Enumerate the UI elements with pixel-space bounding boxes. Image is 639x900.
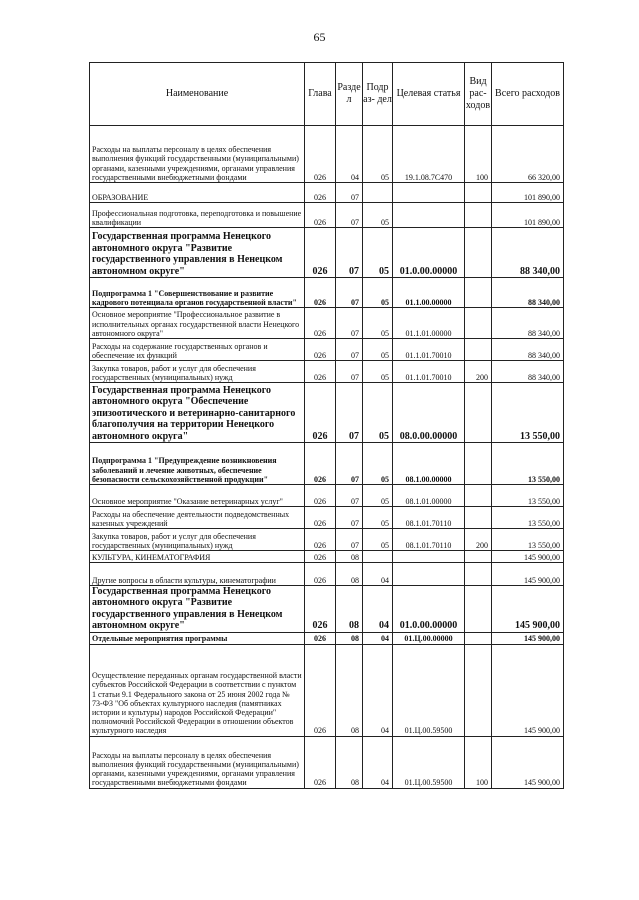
row-vid bbox=[465, 228, 492, 278]
row-target: 08.1.01.00000 bbox=[393, 485, 465, 507]
row-razdel: 07 bbox=[336, 278, 363, 308]
row-razdel: 07 bbox=[336, 361, 363, 383]
row-glava: 026 bbox=[305, 339, 336, 361]
row-total: 101 890,00 bbox=[492, 203, 564, 228]
row-total: 145 900,00 bbox=[492, 632, 564, 644]
row-name: Профессиональная подготовка, переподготовка и повышение квалификации bbox=[90, 203, 305, 228]
table-row bbox=[90, 586, 564, 633]
row-target: 08.1.01.70110 bbox=[393, 507, 465, 529]
row-total: 145 900,00 bbox=[492, 736, 564, 788]
header-glava: Глава bbox=[305, 63, 336, 126]
row-vid bbox=[465, 586, 492, 633]
row-target: 01.0.00.00000 bbox=[393, 586, 465, 633]
row-name: Отдельные мероприятия программы bbox=[90, 632, 305, 644]
row-vid: 100 bbox=[465, 126, 492, 183]
table-row bbox=[90, 339, 564, 361]
row-razdel: 08 bbox=[336, 586, 363, 633]
row-target bbox=[393, 551, 465, 563]
table-row bbox=[90, 551, 564, 563]
row-name: КУЛЬТУРА, КИНЕМАТОГРАФИЯ bbox=[90, 551, 305, 563]
row-total: 66 320,00 bbox=[492, 126, 564, 183]
row-glava: 026 bbox=[305, 203, 336, 228]
row-glava: 026 bbox=[305, 507, 336, 529]
row-total: 88 340,00 bbox=[492, 228, 564, 278]
row-razdel: 08 bbox=[336, 736, 363, 788]
row-total: 145 900,00 bbox=[492, 586, 564, 633]
row-razdel: 08 bbox=[336, 563, 363, 586]
table-row bbox=[90, 228, 564, 278]
row-razdel: 07 bbox=[336, 507, 363, 529]
table-row bbox=[90, 507, 564, 529]
row-vid bbox=[465, 383, 492, 443]
header-podrazdel: Подр аз- дел bbox=[363, 63, 393, 126]
row-target: 01.0.00.00000 bbox=[393, 228, 465, 278]
row-target: 08.0.00.00000 bbox=[393, 383, 465, 443]
row-podrazdel: 05 bbox=[363, 485, 393, 507]
row-podrazdel: 04 bbox=[363, 736, 393, 788]
row-total: 13 550,00 bbox=[492, 443, 564, 485]
row-razdel: 08 bbox=[336, 632, 363, 644]
row-total: 13 550,00 bbox=[492, 383, 564, 443]
row-target: 01.1.01.70010 bbox=[393, 339, 465, 361]
budget-table bbox=[89, 62, 564, 789]
row-target: 01.1.01.00000 bbox=[393, 308, 465, 339]
row-vid bbox=[465, 278, 492, 308]
row-vid bbox=[465, 183, 492, 203]
row-total: 88 340,00 bbox=[492, 278, 564, 308]
row-podrazdel: 05 bbox=[363, 507, 393, 529]
row-vid bbox=[465, 507, 492, 529]
row-target bbox=[393, 183, 465, 203]
row-podrazdel: 05 bbox=[363, 278, 393, 308]
row-podrazdel bbox=[363, 551, 393, 563]
row-vid bbox=[465, 551, 492, 563]
row-razdel: 08 bbox=[336, 644, 363, 736]
row-vid: 200 bbox=[465, 361, 492, 383]
row-vid bbox=[465, 339, 492, 361]
row-podrazdel: 04 bbox=[363, 632, 393, 644]
row-target: 08.1.00.00000 bbox=[393, 443, 465, 485]
row-razdel: 07 bbox=[336, 339, 363, 361]
row-target bbox=[393, 203, 465, 228]
row-glava: 026 bbox=[305, 529, 336, 551]
row-name: Основное мероприятие "Оказание ветеринарных услуг" bbox=[90, 485, 305, 507]
table-row bbox=[90, 308, 564, 339]
row-podrazdel: 05 bbox=[363, 126, 393, 183]
table-row bbox=[90, 485, 564, 507]
table-row bbox=[90, 361, 564, 383]
row-glava: 026 bbox=[305, 644, 336, 736]
row-name: Закупка товаров, работ и услуг для обеспечения государственных (муниципальных) нужд bbox=[90, 361, 305, 383]
row-name: Закупка товаров, работ и услуг для обеспечения государственных (муниципальных) нужд bbox=[90, 529, 305, 551]
row-name: Государственная программа Ненецкого автономного округа "Обеспечение эпизоотического и ветеринарно-санитарного благополучия на территории Ненецкого автономного округа" bbox=[90, 383, 305, 443]
row-razdel: 07 bbox=[336, 183, 363, 203]
row-name: Подпрограмма 1 "Предупреждение возникновения заболеваний и лечение животных, обеспечение безопасности сельскохозяйственной продукции" bbox=[90, 443, 305, 485]
row-target: 19.1.08.7С470 bbox=[393, 126, 465, 183]
row-target: 01.1.01.70010 bbox=[393, 361, 465, 383]
row-podrazdel: 05 bbox=[363, 308, 393, 339]
row-glava: 026 bbox=[305, 228, 336, 278]
header-razdel: Разде л bbox=[336, 63, 363, 126]
table-row bbox=[90, 203, 564, 228]
header-name: Наименование bbox=[90, 63, 305, 126]
row-vid: 100 bbox=[465, 736, 492, 788]
row-razdel: 07 bbox=[336, 203, 363, 228]
header-total: Всего расходов bbox=[492, 63, 564, 126]
row-total: 13 550,00 bbox=[492, 485, 564, 507]
row-vid bbox=[465, 563, 492, 586]
table-row bbox=[90, 126, 564, 183]
row-vid bbox=[465, 443, 492, 485]
row-target bbox=[393, 563, 465, 586]
table-row bbox=[90, 443, 564, 485]
row-name: Подпрограмма 1 "Совершенствование и развитие кадрового потенциала органов государственной власти" bbox=[90, 278, 305, 308]
row-razdel: 07 bbox=[336, 485, 363, 507]
row-total: 145 900,00 bbox=[492, 644, 564, 736]
row-target: 08.1.01.70110 bbox=[393, 529, 465, 551]
row-podrazdel: 04 bbox=[363, 563, 393, 586]
table-header-row bbox=[90, 63, 564, 126]
row-glava: 026 bbox=[305, 361, 336, 383]
row-podrazdel: 05 bbox=[363, 361, 393, 383]
row-target: 01.Ц.00.59500 bbox=[393, 736, 465, 788]
row-podrazdel: 05 bbox=[363, 339, 393, 361]
row-podrazdel: 05 bbox=[363, 228, 393, 278]
row-razdel: 07 bbox=[336, 529, 363, 551]
row-total: 13 550,00 bbox=[492, 507, 564, 529]
row-name: Государственная программа Ненецкого автономного округа "Развитие государственного управления в Ненецком автономном округе" bbox=[90, 586, 305, 633]
row-vid bbox=[465, 308, 492, 339]
row-target: 01.Ц.00.00000 bbox=[393, 632, 465, 644]
row-glava: 026 bbox=[305, 278, 336, 308]
row-total: 101 890,00 bbox=[492, 183, 564, 203]
row-podrazdel: 05 bbox=[363, 443, 393, 485]
row-glava: 026 bbox=[305, 383, 336, 443]
row-razdel: 07 bbox=[336, 383, 363, 443]
row-glava: 026 bbox=[305, 443, 336, 485]
row-vid bbox=[465, 485, 492, 507]
row-vid: 200 bbox=[465, 529, 492, 551]
row-glava: 026 bbox=[305, 485, 336, 507]
table-row bbox=[90, 644, 564, 736]
row-glava: 026 bbox=[305, 563, 336, 586]
header-vid: Вид рас- ходов bbox=[465, 63, 492, 126]
header-target: Целевая статья bbox=[393, 63, 465, 126]
page-number: 65 bbox=[313, 30, 326, 44]
row-glava: 026 bbox=[305, 551, 336, 563]
row-name: Другие вопросы в области культуры, кинематографии bbox=[90, 563, 305, 586]
row-glava: 026 bbox=[305, 586, 336, 633]
table-row bbox=[90, 736, 564, 788]
row-podrazdel: 05 bbox=[363, 383, 393, 443]
row-vid bbox=[465, 644, 492, 736]
row-glava: 026 bbox=[305, 632, 336, 644]
row-vid bbox=[465, 203, 492, 228]
row-podrazdel: 05 bbox=[363, 203, 393, 228]
table-row bbox=[90, 632, 564, 644]
row-razdel: 07 bbox=[336, 228, 363, 278]
row-name: Расходы на выплаты персоналу в целях обеспечения выполнения функций государственными (муниципальными) органами, казенными учреждениями, органами управления государственными внебюджетными фондами bbox=[90, 736, 305, 788]
row-podrazdel: 04 bbox=[363, 586, 393, 633]
row-razdel: 07 bbox=[336, 443, 363, 485]
row-name: Расходы на содержание государственных органов и обеспечение их функций bbox=[90, 339, 305, 361]
row-total: 88 340,00 bbox=[492, 339, 564, 361]
row-target: 01.1.00.00000 bbox=[393, 278, 465, 308]
row-podrazdel: 05 bbox=[363, 529, 393, 551]
table-row bbox=[90, 278, 564, 308]
row-name: ОБРАЗОВАНИЕ bbox=[90, 183, 305, 203]
row-glava: 026 bbox=[305, 736, 336, 788]
table-row bbox=[90, 563, 564, 586]
row-total: 13 550,00 bbox=[492, 529, 564, 551]
row-glava: 026 bbox=[305, 308, 336, 339]
row-name: Основное мероприятие "Профессиональное развитие в исполнительных органах государственной власти Ненецкого автономного округа" bbox=[90, 308, 305, 339]
row-total: 145 900,00 bbox=[492, 563, 564, 586]
row-total: 88 340,00 bbox=[492, 308, 564, 339]
table-row bbox=[90, 383, 564, 443]
row-name: Расходы на обеспечение деятельности подведомственных казенных учреждений bbox=[90, 507, 305, 529]
row-glava: 026 bbox=[305, 183, 336, 203]
row-razdel: 04 bbox=[336, 126, 363, 183]
table-row bbox=[90, 529, 564, 551]
row-razdel: 07 bbox=[336, 308, 363, 339]
row-total: 145 900,00 bbox=[492, 551, 564, 563]
row-razdel: 08 bbox=[336, 551, 363, 563]
row-name: Расходы на выплаты персоналу в целях обеспечения выполнения функций государственными (муниципальными) органами, казенными учреждениями, органами управления государственными внебюджетными фондами bbox=[90, 126, 305, 183]
row-name: Осуществление переданных органам государственной власти субъектов Российской Федерации в соответствии с пунктом 1 статьи 9.1 Федерального закона от 25 июня 2002 года № 73-ФЗ "Об объектах культурного наследия (памятниках истории и культуры) народов Российской Федерации" полномочий Российской Федерации в отношении объектов культурного наследия bbox=[90, 644, 305, 736]
row-name: Государственная программа Ненецкого автономного округа "Развитие государственного управления в Ненецком автономном округе" bbox=[90, 228, 305, 278]
row-podrazdel: 04 bbox=[363, 644, 393, 736]
row-podrazdel bbox=[363, 183, 393, 203]
row-target: 01.Ц.00.59500 bbox=[393, 644, 465, 736]
table-row bbox=[90, 183, 564, 203]
row-total: 88 340,00 bbox=[492, 361, 564, 383]
row-vid bbox=[465, 632, 492, 644]
row-glava: 026 bbox=[305, 126, 336, 183]
